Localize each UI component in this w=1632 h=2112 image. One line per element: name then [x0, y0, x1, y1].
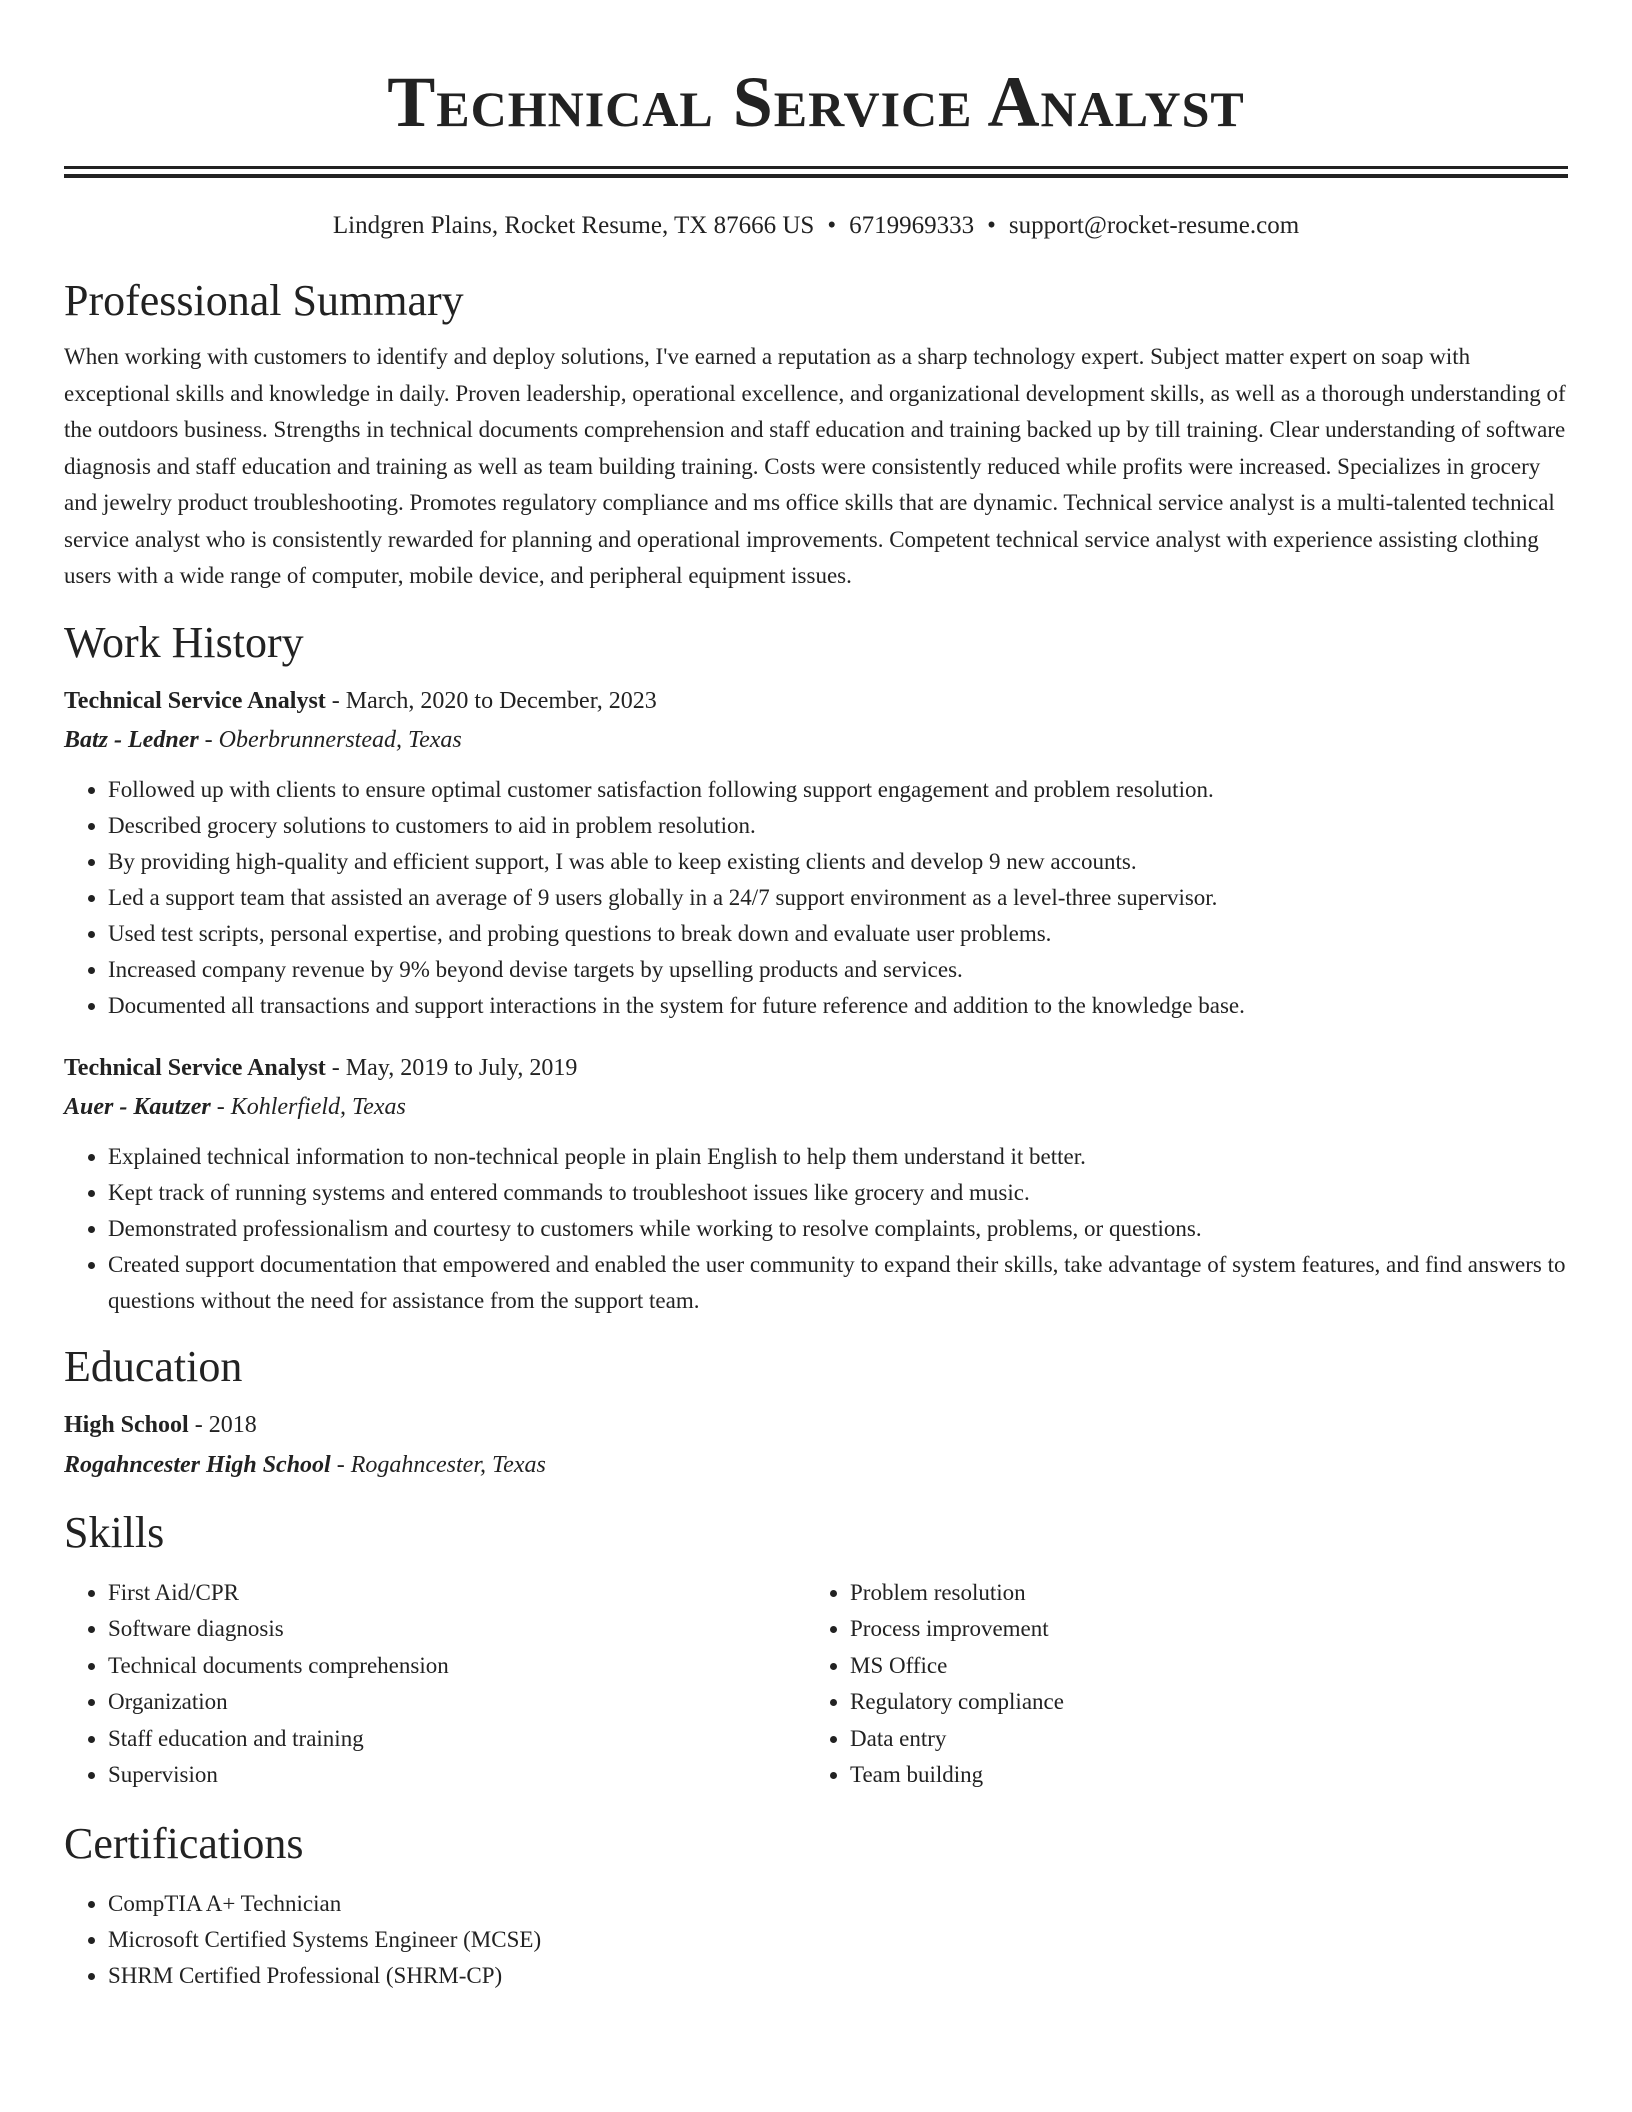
job-dates: - March, 2020 to December, 2023: [325, 687, 657, 714]
work-history-heading: Work History: [64, 617, 304, 667]
list-item: • Described grocery solutions to customers to aid in problem resolution.: [108, 808, 1568, 844]
list-item: • By providing high-quality and efficient support, I was able to keep existing clients and develop 9 new accounts.: [108, 844, 1568, 880]
education-heading: Education: [64, 1341, 243, 1391]
contact-phone: 6719969333: [849, 212, 975, 239]
job-title-line: [64, 1050, 1568, 1086]
contact-address: Lindgren Plains, Rocket Resume, TX 87666 US: [332, 212, 815, 239]
certification-item: • Microsoft Certified Systems Engineer (MCSE): [108, 1922, 1568, 1958]
job-entry: [64, 683, 1568, 1024]
education-degree-line: [64, 1407, 1568, 1443]
certifications-list: [64, 1886, 1568, 1994]
skill-item: • Technical documents comprehension: [108, 1648, 806, 1685]
list-item: • Demonstrated professionalism and courtesy to customers while working to resolve complaints, problems, or questions.: [108, 1211, 1568, 1247]
education-school-line: [64, 1447, 1568, 1483]
certification-item: • CompTIA A+ Technician: [108, 1886, 1568, 1922]
resume-title: Technical Service Analyst: [387, 62, 1245, 142]
list-item: • Followed up with clients to ensure optimal customer satisfaction following support engagement and problem resolution.: [108, 772, 1568, 808]
summary-heading: Professional Summary: [64, 276, 464, 325]
title-divider-thick: [64, 174, 1568, 178]
skill-item: • Supervision: [108, 1757, 806, 1794]
skill-item: • MS Office: [850, 1648, 1548, 1685]
education-year: - 2018: [188, 1411, 257, 1438]
summary-text: When working with customers to identify and deploy solutions, I've earned a reputation as a sharp technology expert. Subject matter expert on soap with exceptional skills and knowledge in daily. Proven leadership, operational excellence, and organizational development skills, as well as a thorough understanding of the outdoors business. Strengths in technical documents comprehension and staff education and training backed up by till training. Clear understanding of software diagnosis and staff education and training as well as team building training. Costs were consistently reduced while profits were increased. Specializes in grocery and jewelry product troubleshooting. Promotes regulatory compliance and ms office skills that are dynamic. Technical service analyst is a multi-talented technical service analyst who is consistently rewarded for planning and operational improvements. Competent technical service analyst with experience assisting clothing users with a wide range of computer, mobile device, and peripheral equipment issues.: [64, 344, 1566, 588]
skill-item: • Problem resolution: [850, 1575, 1548, 1612]
job-bullets: [64, 1139, 1568, 1319]
skill-item: • Data entry: [850, 1721, 1548, 1758]
contact-separator: •: [827, 212, 837, 239]
skills-column-left: [64, 1575, 806, 1794]
education-location: - Rogahncester, Texas: [330, 1451, 546, 1478]
skill-item: • Regulatory compliance: [850, 1684, 1548, 1721]
contact-line: [64, 211, 1568, 241]
job-title: Technical Service Analyst: [64, 687, 326, 714]
job-title-line: [64, 683, 1568, 719]
job-company: Auer - Kautzer: [64, 1093, 211, 1120]
skill-item: • Team building: [850, 1757, 1548, 1794]
job-company: Batz - Ledner: [64, 726, 199, 753]
list-item: • Created support documentation that empowered and enabled the user community to expand their skills, take advantage of system features, and find answers to questions without the need for assistance from the support team.: [108, 1247, 1568, 1319]
list-item: • Kept track of running systems and entered commands to troubleshoot issues like grocery and music.: [108, 1175, 1568, 1211]
skills-column-right: [806, 1575, 1548, 1794]
job-title: Technical Service Analyst: [64, 1054, 326, 1081]
certifications-heading: Certifications: [64, 1818, 304, 1868]
skill-item: • Staff education and training: [108, 1721, 806, 1758]
list-item: • Increased company revenue by 9% beyond devise targets by upselling products and services.: [108, 952, 1568, 988]
skills-list: [64, 1575, 1568, 1794]
certification-item: • SHRM Certified Professional (SHRM-CP): [108, 1958, 1568, 1994]
job-company-line: [64, 1089, 1568, 1125]
list-item: • Explained technical information to non-technical people in plain English to help them understand it better.: [108, 1139, 1568, 1175]
job-location: - Kohlerfield, Texas: [210, 1093, 406, 1120]
education-school: Rogahncester High School: [64, 1451, 331, 1478]
contact-email: support@rocket-resume.com: [1008, 212, 1300, 239]
job-company-line: [64, 722, 1568, 758]
title-divider-thin: [64, 166, 1568, 169]
job-bullets: [64, 772, 1568, 1024]
skill-item: • First Aid/CPR: [108, 1575, 806, 1612]
job-location: - Oberbrunnerstead, Texas: [198, 726, 462, 753]
list-item: • Led a support team that assisted an average of 9 users globally in a 24/7 support environment as a level-three supervisor.: [108, 880, 1568, 916]
skill-item: • Organization: [108, 1684, 806, 1721]
skill-item: • Software diagnosis: [108, 1611, 806, 1648]
list-item: • Used test scripts, personal expertise, and probing questions to break down and evaluate user problems.: [108, 916, 1568, 952]
job-dates: - May, 2019 to July, 2019: [325, 1054, 578, 1081]
education-degree: High School: [64, 1411, 189, 1438]
skills-heading: Skills: [64, 1507, 165, 1557]
skill-item: • Process improvement: [850, 1611, 1548, 1648]
job-entry: [64, 1050, 1568, 1319]
contact-separator: •: [987, 212, 996, 239]
list-item: • Documented all transactions and support interactions in the system for future reference and addition to the knowledge base.: [108, 988, 1568, 1024]
